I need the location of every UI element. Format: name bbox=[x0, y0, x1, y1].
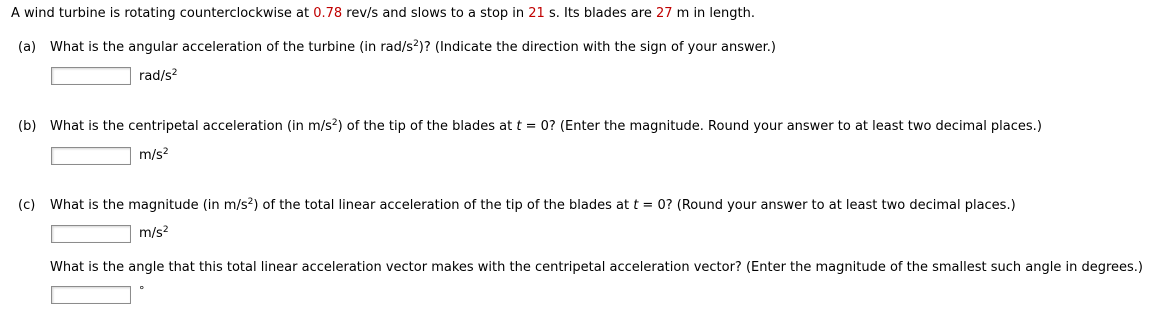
part-c-label: (c) bbox=[18, 198, 36, 213]
part-c-sup: 2 bbox=[247, 197, 254, 207]
part-c-text-3: = 0? (Round your answer to at least two decimal places.) bbox=[638, 198, 1016, 213]
intro-text-4: m in length. bbox=[672, 6, 755, 21]
speed-value: 0.78 bbox=[313, 6, 343, 21]
degree-symbol: ° bbox=[139, 284, 145, 297]
part-b-answer-input[interactable] bbox=[51, 147, 131, 165]
part-b-text-2: ) of the tip of the blades at bbox=[337, 119, 517, 134]
part-b-unit-sup: 2 bbox=[162, 147, 169, 157]
part-c-unit-text: m/s bbox=[139, 226, 163, 241]
part-b-label: (b) bbox=[18, 119, 37, 134]
part-c-var: t bbox=[633, 198, 639, 213]
part-b-text-3: = 0? (Enter the magnitude. Round your answer to at least two decimal places.) bbox=[521, 119, 1042, 134]
part-a-unit bbox=[139, 69, 177, 84]
part-b-question bbox=[50, 119, 1042, 134]
part-a-text-2: )? (Indicate the direction with the sign of your answer.) bbox=[418, 40, 776, 55]
intro-text-2: rev/s and slows to a stop in bbox=[342, 6, 529, 21]
part-a-unit-sup: 2 bbox=[171, 68, 178, 78]
part-a-unit-text: rad/s bbox=[139, 69, 172, 84]
part-c-question bbox=[50, 198, 1016, 213]
time-value: 21 bbox=[528, 6, 545, 21]
part-a-answer-input[interactable] bbox=[51, 67, 131, 85]
problem-statement bbox=[11, 6, 755, 21]
part-b-text-1: What is the centripetal acceleration (in m/s bbox=[50, 119, 332, 134]
part-a-question bbox=[50, 40, 776, 55]
part-b-sup: 2 bbox=[331, 118, 338, 128]
intro-text-1: A wind turbine is rotating counterclockwise at bbox=[11, 6, 314, 21]
part-a-sup: 2 bbox=[413, 39, 419, 49]
part-c-unit-sup: 2 bbox=[162, 225, 169, 235]
part-b-unit bbox=[139, 148, 169, 163]
part-c-text-1: What is the magnitude (in m/s bbox=[50, 198, 248, 213]
part-c-answer-input[interactable] bbox=[51, 225, 131, 243]
part-c-angle-input[interactable] bbox=[51, 286, 131, 304]
length-value: 27 bbox=[655, 6, 673, 21]
part-a-label: (a) bbox=[18, 40, 37, 55]
part-b-unit-text: m/s bbox=[139, 148, 163, 163]
part-c-text-2: ) of the total linear acceleration of the tip of the blades at bbox=[253, 198, 634, 213]
part-c-angle-question: What is the angle that this total linear acceleration vector makes with the centripetal acceleration vector? (Enter the magnitude of the smallest such angle in degrees.) bbox=[50, 260, 1143, 275]
part-c-unit bbox=[139, 226, 169, 241]
part-a-text-1: What is the angular acceleration of the turbine (in rad/s bbox=[50, 40, 414, 55]
part-b-var: t bbox=[516, 119, 522, 134]
intro-text-3: s. Its blades are bbox=[544, 6, 656, 21]
